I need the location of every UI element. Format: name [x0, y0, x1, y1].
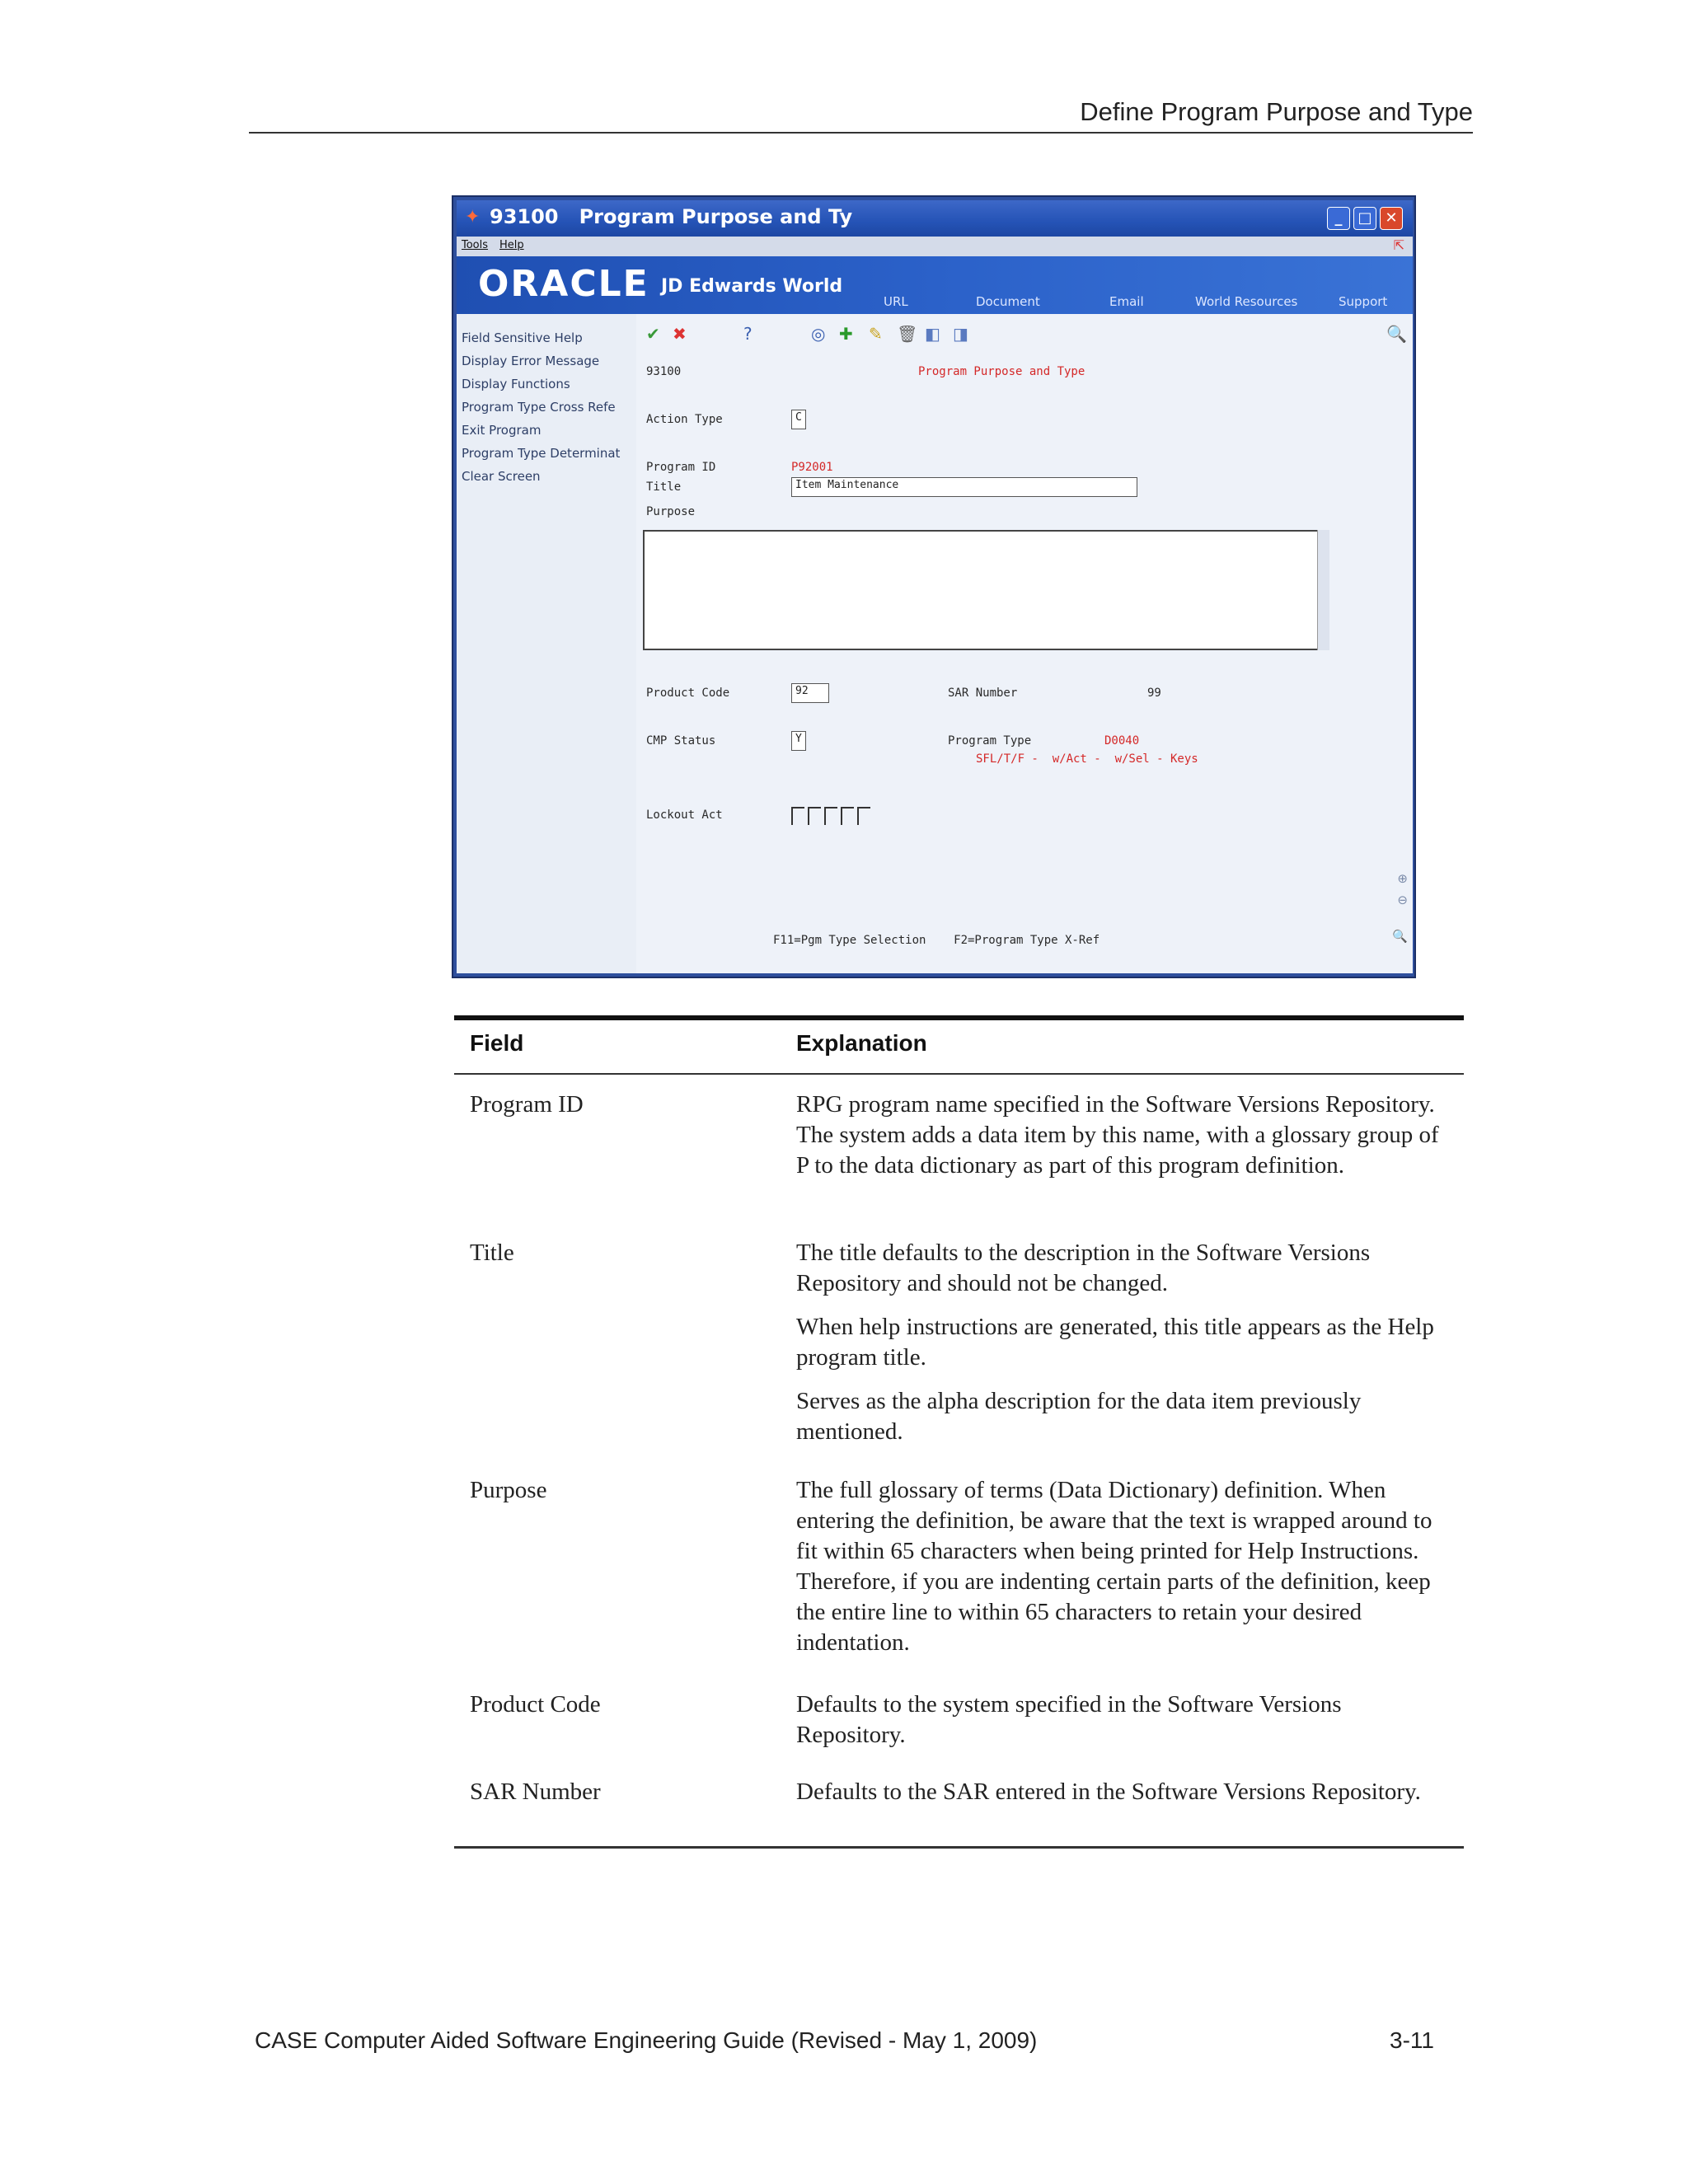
program-type-description: SFL/T/F - w/Act - w/Sel - Keys [976, 752, 1198, 766]
explanation-paragraph: Serves as the alpha description for the data item previously mentioned. [796, 1388, 1362, 1445]
scroll-up-icon[interactable]: ⊕ [1397, 871, 1408, 886]
program-id-value: P92001 [791, 461, 833, 474]
table-row-explanation [796, 1090, 1456, 1181]
scroll-down-icon[interactable]: ⊖ [1397, 893, 1408, 907]
lockout-act-input-5[interactable] [857, 807, 870, 825]
search-icon[interactable]: 🔍 [1386, 324, 1407, 344]
title-bar [457, 200, 1413, 237]
oracle-logo: ORACLE [478, 263, 649, 305]
exit-display-functions[interactable]: Display Functions [462, 377, 570, 391]
nav-email[interactable]: Email [1109, 294, 1144, 309]
program-type-label: Program Type [948, 734, 1032, 748]
table-header-explanation: Explanation [796, 1030, 927, 1056]
table-row-field: Product Code [470, 1691, 601, 1718]
change-icon[interactable]: ✎ [869, 324, 883, 344]
sar-number-label: SAR Number [948, 687, 1018, 700]
table-row-field: Purpose [470, 1477, 547, 1503]
form-id: 93100 [646, 365, 682, 378]
table-row-explanation [796, 1238, 1456, 1447]
lockout-act-input-2[interactable] [808, 807, 821, 825]
menu-bar [457, 237, 1413, 256]
minimize-button[interactable]: _ [1327, 207, 1350, 230]
menu-help[interactable]: Help [499, 239, 524, 251]
cancel-icon[interactable]: ✖ [673, 324, 687, 344]
page-header-title: Define Program Purpose and Type [1080, 97, 1473, 126]
delete-icon[interactable]: 🗑 [897, 324, 918, 344]
next-icon[interactable]: ◨ [953, 324, 968, 344]
exit-clear-screen[interactable]: Clear Screen [462, 469, 541, 484]
action-type-input[interactable]: C [791, 410, 806, 429]
inquire-icon[interactable]: ◎ [811, 324, 826, 344]
table-row-field: Title [470, 1240, 514, 1266]
help-icon[interactable]: ? [743, 324, 753, 344]
table-bottom-rule [454, 1846, 1464, 1849]
exit-bar [457, 314, 637, 973]
nav-support[interactable]: Support [1339, 294, 1388, 309]
close-button[interactable]: ✕ [1380, 207, 1403, 230]
lockout-act-input-4[interactable] [841, 807, 854, 825]
table-row-field: SAR Number [470, 1779, 601, 1805]
lockout-act-input-3[interactable] [824, 807, 837, 825]
page-number: 3-11 [1390, 2027, 1434, 2053]
nav-world-resources[interactable]: World Resources [1195, 294, 1298, 309]
exit-field-sensitive-help[interactable]: Field Sensitive Help [462, 330, 583, 345]
add-icon[interactable]: ✚ [839, 324, 853, 344]
page-header [249, 97, 1473, 134]
product-code-label: Product Code [646, 687, 730, 700]
cmp-status-label: CMP Status [646, 734, 716, 748]
function-keys: F11=Pgm Type Selection F2=Program Type X-Ref [773, 934, 1100, 947]
lockout-act-input-1[interactable] [791, 807, 804, 825]
zoom-icon[interactable]: 🔍 [1392, 929, 1408, 944]
title-label: Title [646, 480, 682, 494]
window-title: 93100 Program Purpose and Ty [490, 205, 853, 228]
purpose-label: Purpose [646, 505, 696, 518]
table-row-explanation [796, 1777, 1456, 1807]
explanation-paragraph: Defaults to the system specified in the Software Versions Repository. [796, 1691, 1342, 1748]
app-icon: ✦ [465, 207, 481, 227]
lockout-act-label: Lockout Act [646, 808, 723, 822]
nav-url[interactable]: URL [884, 294, 908, 309]
title-input[interactable]: Item Maintenance [791, 477, 1137, 497]
table-header-rule [454, 1073, 1464, 1075]
pin-icon[interactable]: ⇱ [1393, 239, 1404, 253]
cmp-status-input[interactable]: Y [791, 731, 806, 751]
maximize-button[interactable]: □ [1353, 207, 1376, 230]
app-window-screenshot [452, 195, 1416, 978]
product-name: JD Edwards World [661, 276, 843, 297]
form-panel [636, 314, 1413, 973]
nav-document[interactable]: Document [976, 294, 1040, 309]
previous-icon[interactable]: ◧ [925, 324, 940, 344]
explanation-paragraph: When help instructions are generated, this title appears as the Help program title. [796, 1314, 1434, 1371]
table-header-field: Field [470, 1030, 524, 1056]
action-type-label: Action Type [646, 413, 723, 426]
program-id-label: Program ID [646, 461, 716, 474]
program-type-value: D0040 [1104, 734, 1140, 748]
table-row-explanation [796, 1475, 1456, 1658]
explanation-paragraph: RPG program name specified in the Software Versions Repository. The system adds a data item by this name, with a glossary group of P to the data dictionary as part of this program definition. [796, 1091, 1439, 1179]
purpose-textarea[interactable] [643, 530, 1329, 650]
sar-number-value: 99 [1147, 687, 1161, 700]
table-top-rule [454, 1015, 1464, 1020]
ok-icon[interactable]: ✔ [646, 324, 660, 344]
form-title: Program Purpose and Type [918, 365, 1085, 378]
explanation-paragraph: The full glossary of terms (Data Dictionary) definition. When entering the definition, be aware that the text is wrapped around to fit within 65 characters when being printed for Help Instructions. Therefore, if you are indenting certain parts of the definition, keep the entire line to within 65 characters to retain your desired indentation. [796, 1477, 1432, 1656]
exit-display-error-message[interactable]: Display Error Message [462, 354, 600, 368]
exit-program-type-cross-ref[interactable]: Program Type Cross Refe [462, 400, 616, 415]
explanation-paragraph: The title defaults to the description in the Software Versions Repository and should not be changed. [796, 1240, 1371, 1296]
table-row-field: Program ID [470, 1091, 584, 1118]
purpose-scrollbar[interactable] [1317, 530, 1329, 650]
explanation-paragraph: Defaults to the SAR entered in the Software Versions Repository. [796, 1779, 1421, 1805]
brand-bar [457, 256, 1413, 314]
menu-tools[interactable]: Tools [462, 239, 489, 251]
exit-exit-program[interactable]: Exit Program [462, 423, 542, 438]
footer-title: CASE Computer Aided Software Engineering Guide (Revised - May 1, 2009) [255, 2027, 1038, 2053]
exit-program-type-determination[interactable]: Program Type Determinat [462, 446, 621, 461]
product-code-input[interactable]: 92 [791, 683, 829, 703]
table-row-explanation [796, 1690, 1456, 1750]
